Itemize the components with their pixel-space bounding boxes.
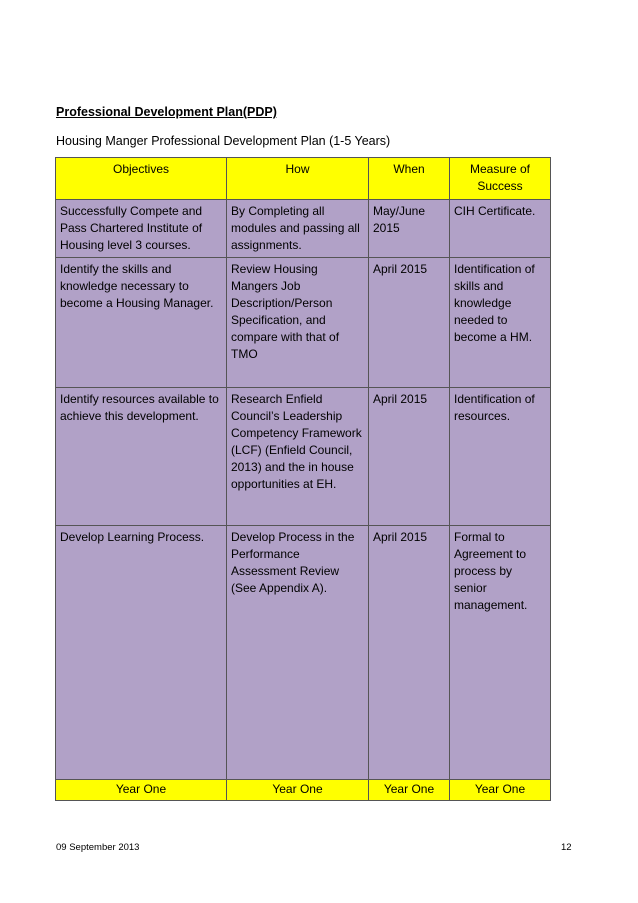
cell-how: Develop Process in the Performance Assessment Review (See Appendix A). bbox=[227, 526, 369, 780]
cell-objective: Identify the skills and knowledge necessary to become a Housing Manager. bbox=[56, 258, 227, 388]
footer-cell-measure: Year One bbox=[450, 780, 551, 801]
document-subtitle: Housing Manger Professional Development Plan (1-5 Years) bbox=[56, 134, 391, 148]
footer-cell-objectives: Year One bbox=[56, 780, 227, 801]
cell-how: By Completing all modules and passing all assignments. bbox=[227, 200, 369, 258]
footer-date: 09 September 2013 bbox=[56, 842, 140, 853]
cell-objective: Identify resources available to achieve this development. bbox=[56, 388, 227, 526]
table-row bbox=[56, 258, 551, 388]
cell-measure: Identification of skills and knowledge needed to become a HM. bbox=[450, 258, 551, 388]
cell-measure: Identification of resources. bbox=[450, 388, 551, 526]
footer-cell-how: Year One bbox=[227, 780, 369, 801]
header-when: When bbox=[369, 158, 450, 200]
cell-when: April 2015 bbox=[369, 258, 450, 388]
cell-measure: CIH Certificate. bbox=[450, 200, 551, 258]
table-header-row bbox=[56, 158, 551, 200]
cell-when: April 2015 bbox=[369, 526, 450, 780]
table-row bbox=[56, 526, 551, 780]
cell-objective: Develop Learning Process. bbox=[56, 526, 227, 780]
cell-when: May/June 2015 bbox=[369, 200, 450, 258]
cell-when: April 2015 bbox=[369, 388, 450, 526]
page-number: 12 bbox=[561, 842, 572, 853]
pdp-table bbox=[55, 157, 551, 801]
table-footer-row bbox=[56, 780, 551, 801]
header-measure-of-success: Measure of Success bbox=[450, 158, 551, 200]
cell-objective: Successfully Compete and Pass Chartered Institute of Housing level 3 courses. bbox=[56, 200, 227, 258]
document-heading: Professional Development Plan(PDP) bbox=[56, 105, 277, 119]
cell-how: Review Housing Mangers Job Description/Person Specification, and compare with that of TMO bbox=[227, 258, 369, 388]
table-row bbox=[56, 388, 551, 526]
cell-measure: Formal to Agreement to process by senior management. bbox=[450, 526, 551, 780]
table-row bbox=[56, 200, 551, 258]
header-objectives: Objectives bbox=[56, 158, 227, 200]
header-how: How bbox=[227, 158, 369, 200]
footer-cell-when: Year One bbox=[369, 780, 450, 801]
cell-how: Research Enfield Council’s Leadership Competency Framework (LCF) (Enfield Council, 2013) and the in house opportunities at EH. bbox=[227, 388, 369, 526]
